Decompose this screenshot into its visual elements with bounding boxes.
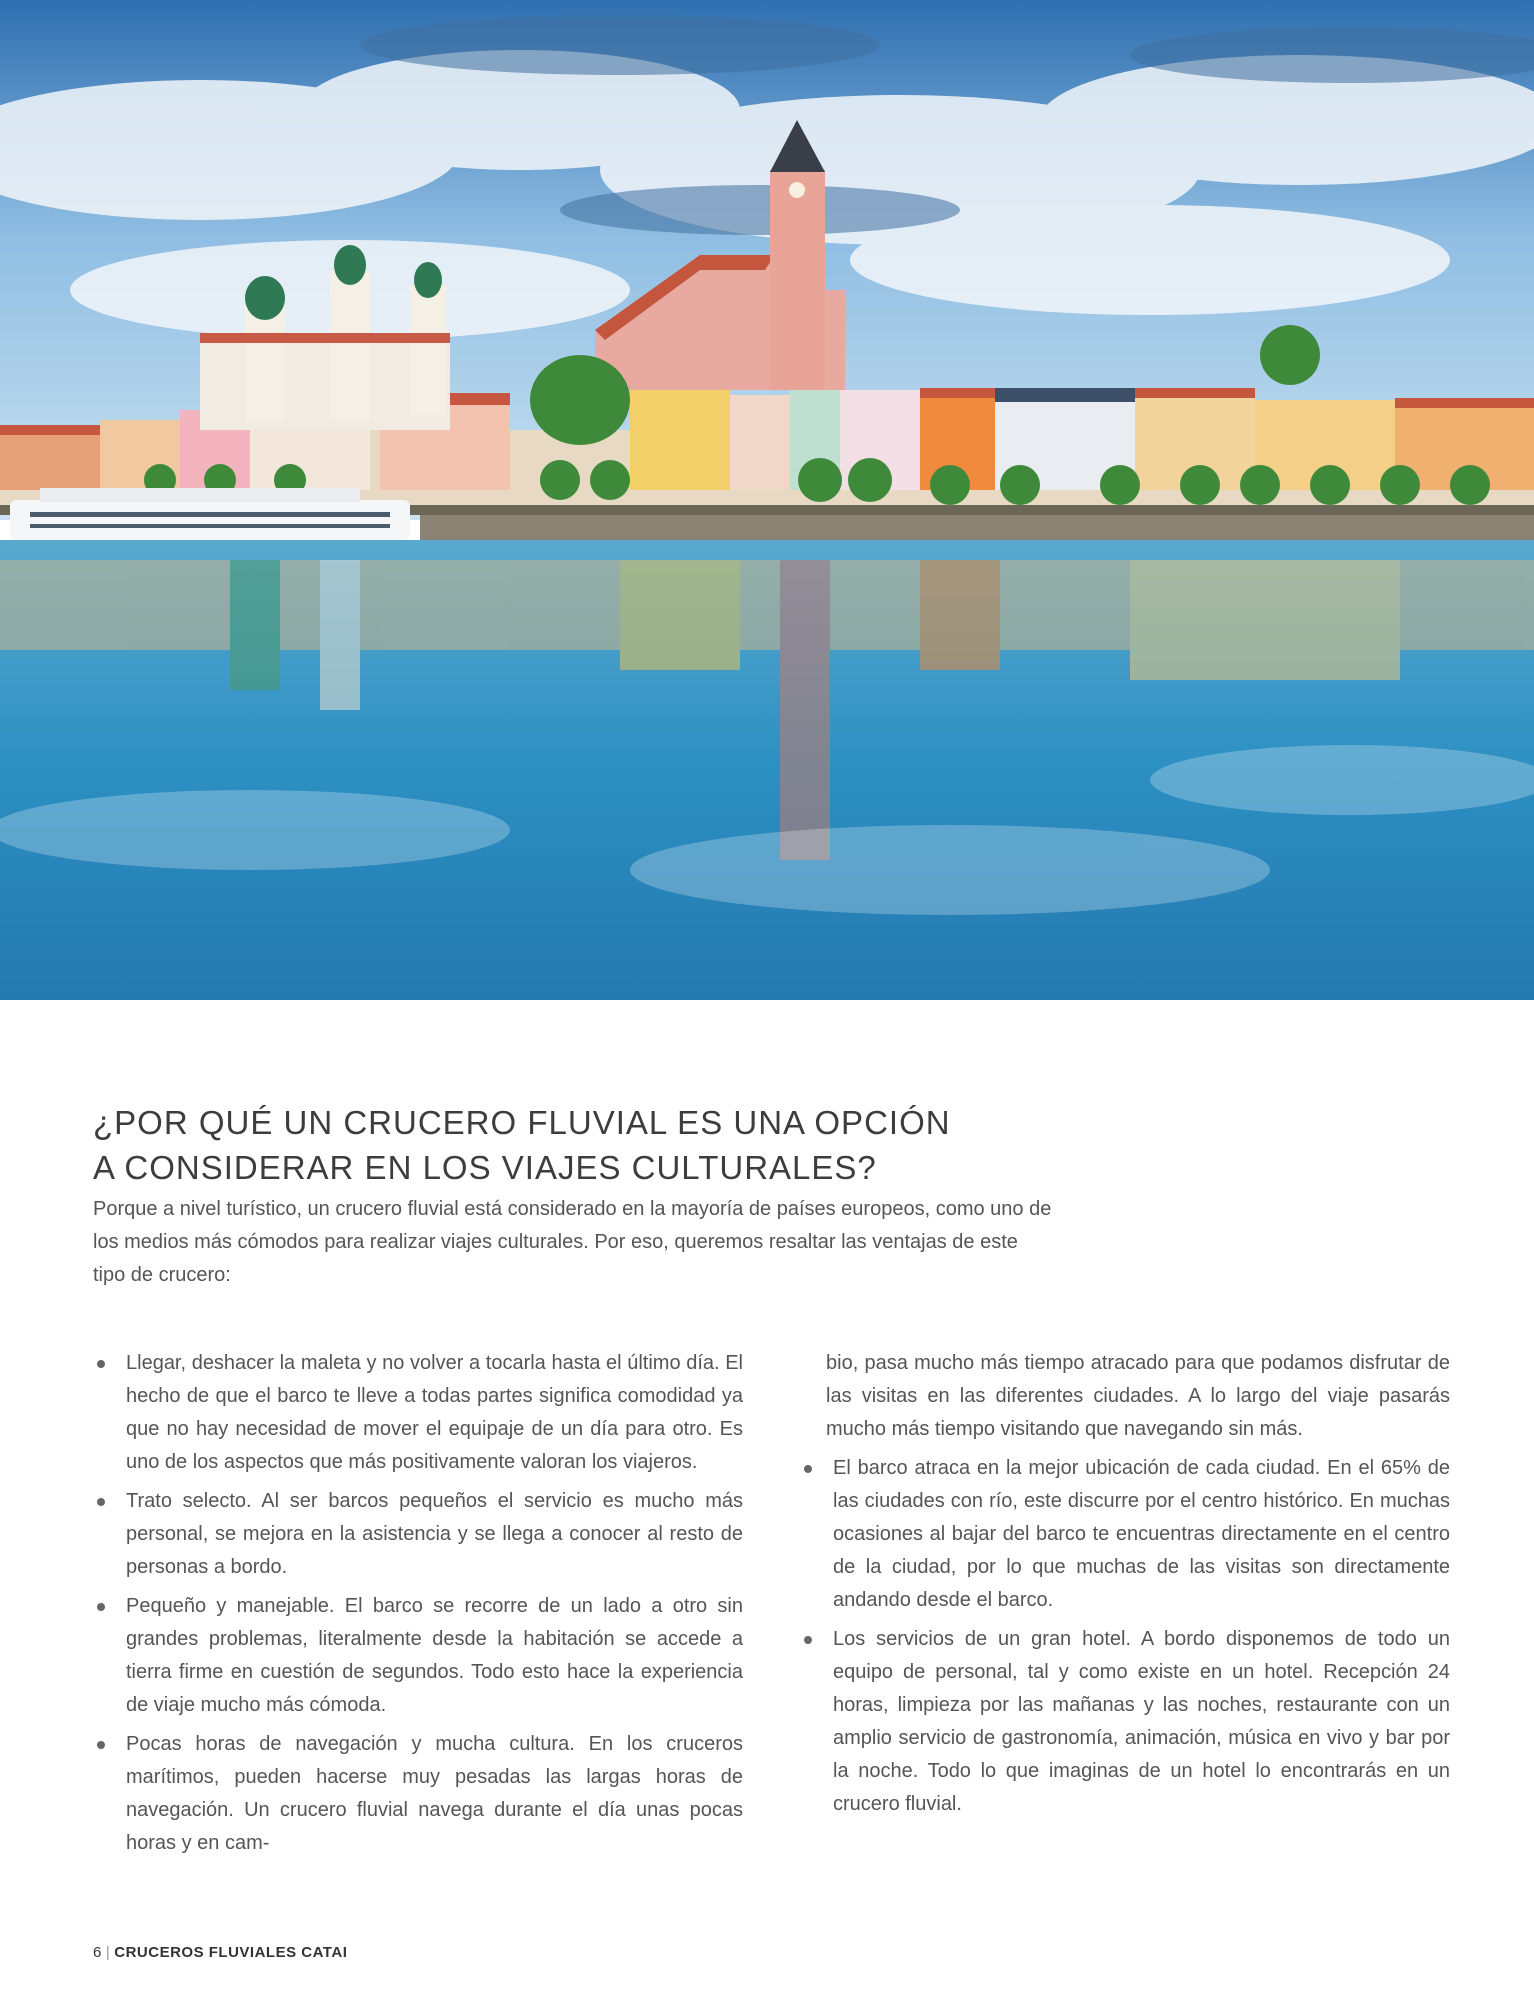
bullet-icon xyxy=(97,1603,105,1611)
list-item-text: Los servicios de un gran hotel. A bordo disponemos de todo un equipo de personal, tal y como existe en un hotel. Recepción 24 horas, limpieza por las mañanas y las noches, restaurante con un amplio servicio de gastronomía, animación, música en vivo y bar por la noche. Todo lo que imaginas de un hotel lo encontrarás en un crucero fluvial. xyxy=(833,1628,1450,1815)
article-heading xyxy=(93,1100,1193,1190)
benefits-list-right xyxy=(800,1452,1450,1821)
benefits-column-left xyxy=(93,1347,743,1866)
article-heading-line-1: ¿POR QUÉ UN CRUCERO FLUVIAL ES UNA OPCIÓN xyxy=(93,1104,951,1141)
list-item-text: El barco atraca en la mejor ubicación de cada ciudad. En el 65% de las ciudades con río, este discurre por el centro histórico. En muchas ocasiones al bajar del barco te encuentras directamente en el centro de la ciudad, por lo que muchas de las visitas son directamente andando desde el barco. xyxy=(833,1457,1450,1611)
list-item-text: Llegar, deshacer la maleta y no volver a tocarla hasta el último día. El hecho de que el barco te lleve a todas partes significa comodidad ya que no hay necesidad de mover el equipaje de un día para otro. Es uno de los aspectos que más positivamente valoran los viajeros. xyxy=(126,1352,743,1473)
page-number: 6 xyxy=(93,1944,102,1961)
benefits-column-right xyxy=(800,1347,1450,1827)
list-item xyxy=(93,1485,743,1584)
footer-brand: CRUCEROS FLUVIALES CATAI xyxy=(114,1944,348,1961)
list-item-continuation: bio, pasa mucho más tiempo atracado para que podamos disfrutar de las visitas en las diferentes ciudades. A lo largo del viaje pasarás mucho más tiempo visitando que navegando sin más. xyxy=(826,1352,1450,1440)
list-item-text: Pequeño y manejable. El barco se recorre de un lado a otro sin grandes problemas, literalmente desde la habitación se accede a tierra firme en cuestión de segundos. Todo esto hace la experiencia de viaje mucho más cómoda. xyxy=(126,1595,743,1716)
bullet-icon xyxy=(97,1360,105,1368)
list-item xyxy=(93,1590,743,1722)
list-item-text: Trato selecto. Al ser barcos pequeños el servicio es mucho más personal, se mejora en la asistencia y se llega a conocer al resto de personas a bordo. xyxy=(126,1490,743,1578)
bullet-icon xyxy=(97,1498,105,1506)
list-item-text: Pocas horas de navegación y mucha cultura. En los cruceros marítimos, pueden hacerse muy pesadas las largas horas de navegación. Un crucero fluvial navega durante el día unas pocas horas y en cam- xyxy=(126,1733,743,1854)
bullet-icon xyxy=(804,1636,812,1644)
article-intro: Porque a nivel turístico, un crucero fluvial está considerado en la mayoría de países europeos, como uno de los medios más cómodos para realizar viajes culturales. Por eso, queremos resaltar las ventajas de este tipo de crucero: xyxy=(93,1198,1052,1286)
benefits-list-left xyxy=(93,1347,743,1860)
article-heading-line-2: A CONSIDERAR EN LOS VIAJES CULTURALES? xyxy=(93,1149,877,1186)
page-footer xyxy=(93,1944,347,1961)
list-item xyxy=(93,1728,743,1860)
bullet-icon xyxy=(804,1465,812,1473)
footer-separator: | xyxy=(105,1944,111,1961)
list-item xyxy=(800,1452,1450,1617)
bullet-icon xyxy=(97,1741,105,1749)
list-item xyxy=(800,1623,1450,1821)
list-item xyxy=(93,1347,743,1479)
